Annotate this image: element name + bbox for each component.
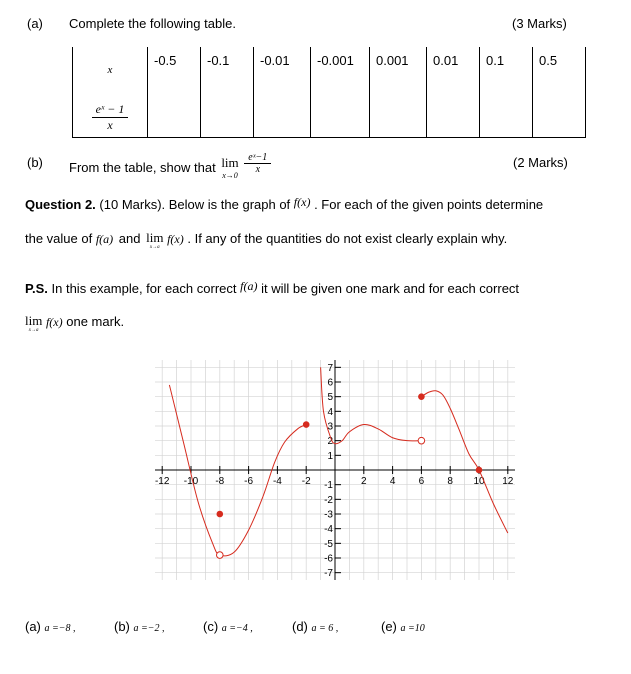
- y-tick-label: -2: [324, 494, 333, 506]
- question2-line1: Question 2. (10 Marks). Below is the graph of f(x) . For each of the given points determine: [25, 195, 544, 212]
- question2-line2: the value of f(a) and lim x→a f(x) . If any of the quantities do not exist clearly explain why.: [25, 230, 508, 250]
- y-tick-label: 7: [327, 362, 333, 374]
- values-table: [72, 47, 586, 138]
- limit-expression: lim x→a: [146, 230, 164, 250]
- table-cell: 0.1: [480, 47, 533, 98]
- choice-a: (a) a =−8 ,: [25, 619, 76, 634]
- y-tick-label: 5: [327, 392, 333, 404]
- ps-line1: P.S. In this example, for each correct f(a) it will be given one mark and for each correct: [25, 279, 520, 296]
- y-tick-label: 1: [327, 450, 333, 462]
- choice-e: (e) a =10: [381, 619, 425, 634]
- table-cell: -0.001: [311, 47, 370, 98]
- part-b-marks: (2 Marks): [513, 155, 568, 170]
- x-tick-label: -6: [244, 476, 254, 487]
- open-point: [217, 552, 224, 559]
- x-tick-label: 4: [389, 476, 396, 487]
- choice-b: (b) a =−2 ,: [114, 619, 165, 634]
- y-tick-label: -5: [324, 538, 333, 550]
- x-tick-label: -4: [272, 476, 282, 487]
- table-cell: -0.01: [254, 47, 311, 98]
- y-tick-label: -7: [324, 568, 333, 580]
- graph-curves: [169, 367, 507, 556]
- part-a-instruction: Complete the following table.: [69, 16, 236, 31]
- table-cell: 0.001: [370, 47, 427, 98]
- answer-cell[interactable]: [533, 98, 586, 138]
- answer-cell[interactable]: [480, 98, 533, 138]
- y-tick-label: -6: [324, 553, 333, 565]
- part-b-label: (b): [27, 155, 43, 170]
- answer-cell[interactable]: [427, 98, 480, 138]
- x-tick-label: -2: [301, 476, 311, 487]
- limit-fraction: $\frac{\text{eˣ−1}}{x}$: [244, 152, 271, 175]
- x-tick-label: 8: [447, 476, 453, 487]
- x-tick-label: 2: [361, 476, 367, 487]
- y-tick-label: 2: [327, 436, 333, 448]
- ps-line2: lim x→a f(x) one mark.: [25, 313, 125, 333]
- answer-cell[interactable]: [148, 98, 201, 138]
- graph-axes: [155, 360, 515, 580]
- part-a-label: (a): [27, 16, 43, 31]
- x-tick-label: -8: [215, 476, 225, 487]
- answer-cell[interactable]: [311, 98, 370, 138]
- limit-expression: lim x→a: [25, 313, 43, 333]
- filled-point: [217, 511, 224, 518]
- y-tick-label: 6: [327, 377, 333, 389]
- choice-c: (c) a =−4 ,: [203, 619, 253, 634]
- choice-d: (d) a = 6 ,: [292, 619, 339, 634]
- table-cell: -0.5: [148, 47, 201, 98]
- y-tick-label: -4: [324, 524, 333, 536]
- row-label-x: x: [73, 47, 148, 98]
- table-row-fraction: [73, 98, 586, 138]
- table-cell: 0.01: [427, 47, 480, 98]
- answer-cell[interactable]: [201, 98, 254, 138]
- answer-cell[interactable]: [254, 98, 311, 138]
- y-tick-label: -3: [324, 509, 333, 521]
- function-graph: [140, 355, 530, 585]
- limit-expression: lim x→0: [221, 155, 239, 180]
- x-tick-label: 10: [473, 476, 485, 487]
- x-tick-label: 12: [502, 476, 514, 487]
- answer-cell[interactable]: [370, 98, 427, 138]
- row-label-fraction: $\frac{\text{eˣ − 1}}{x}$: [73, 98, 148, 138]
- curve-segment: [321, 367, 422, 443]
- open-point: [418, 437, 425, 444]
- filled-point: [476, 467, 483, 474]
- x-tick-label: -10: [183, 476, 199, 487]
- x-tick-label: -12: [154, 476, 170, 487]
- table-cell: 0.5: [533, 47, 586, 98]
- y-tick-label: -1: [324, 480, 333, 492]
- y-tick-label: 3: [327, 421, 333, 433]
- filled-point: [303, 421, 310, 428]
- part-b-instruction: From the table, show that lim x→0 $\frac{\text{eˣ−1}}{x}$: [69, 147, 271, 180]
- table-cell: -0.1: [201, 47, 254, 98]
- graph-tick-labels: [155, 363, 514, 579]
- x-tick-label: 6: [418, 476, 425, 487]
- part-a-marks: (3 Marks): [512, 16, 567, 31]
- y-tick-label: 4: [327, 406, 333, 418]
- table-row-x: [73, 47, 586, 98]
- filled-point: [418, 393, 425, 400]
